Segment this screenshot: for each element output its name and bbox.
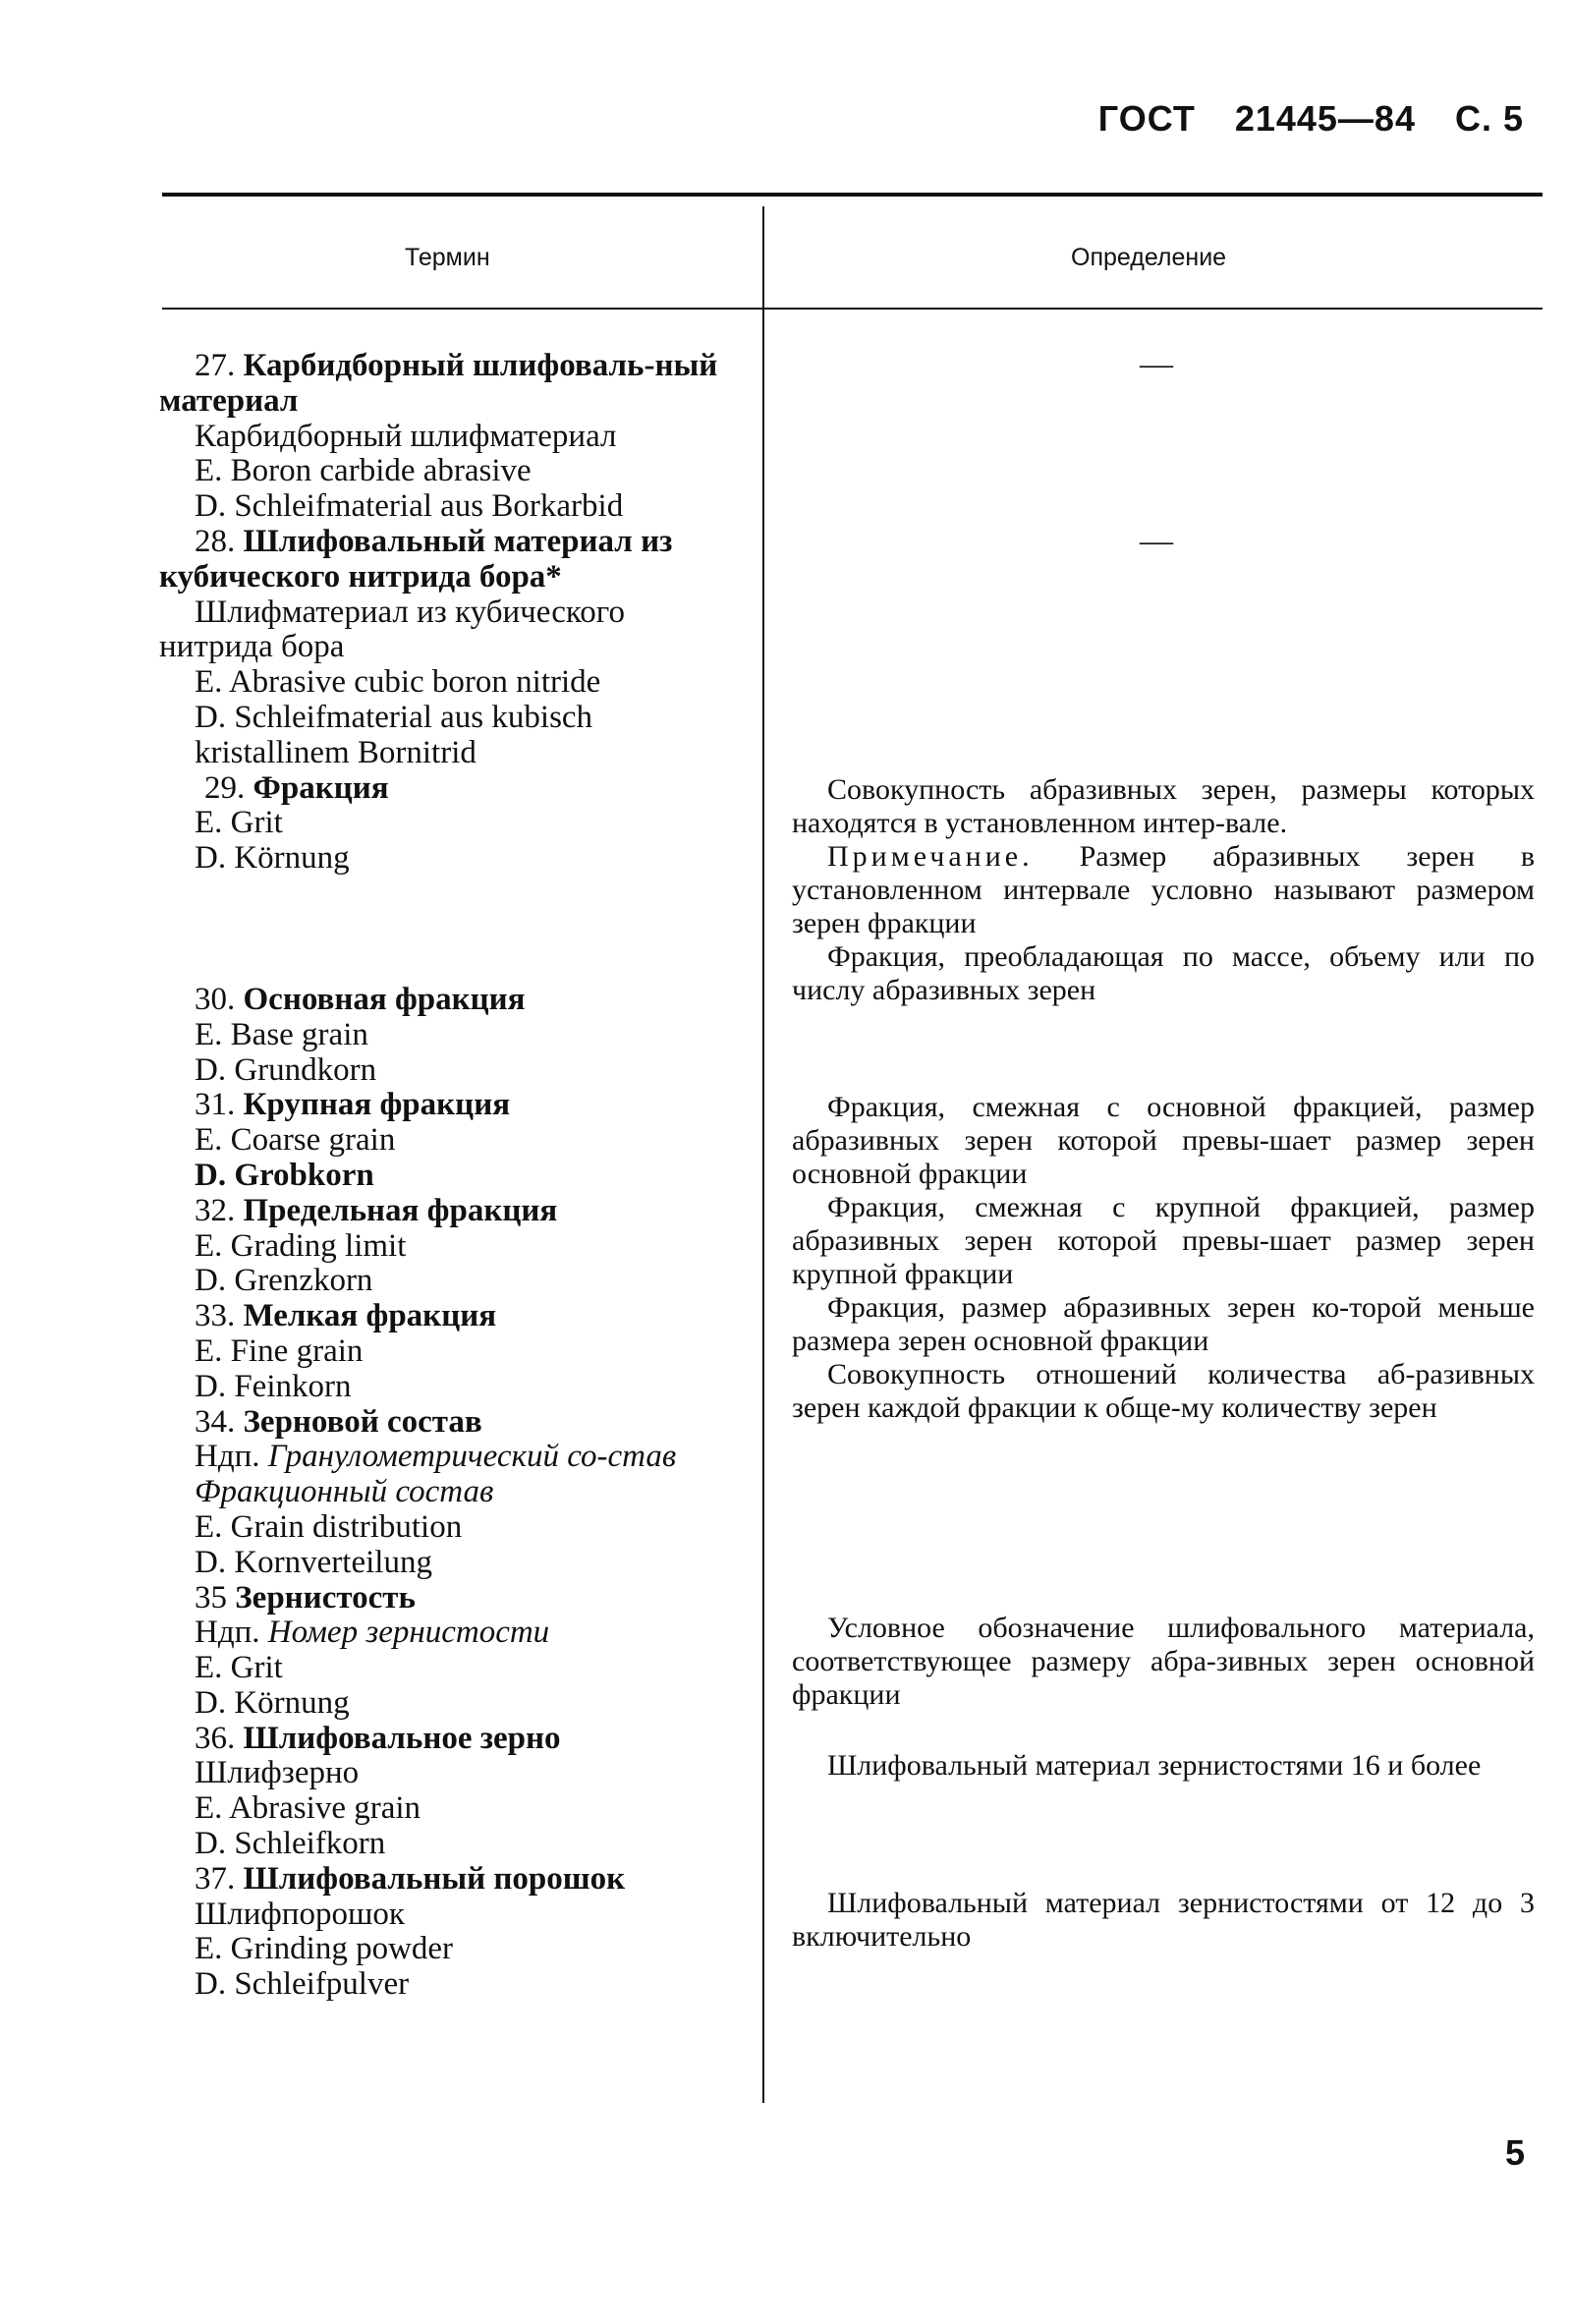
definition-34: Совокупность отношений количества аб-разивных зерен каждой фракции к обще-му количеству зерен (792, 1358, 1535, 1424)
definition-30: Фракция, преобладающая по массе, объему или по числу абразивных зерен (792, 940, 1535, 1006)
definition-37: Шлифовальный материал зернистостями от 12 до 3 включительно (792, 1887, 1535, 1953)
term-34: 34. Зерновой состав (195, 1403, 482, 1440)
term-37-synonym: Шлифпорошок (195, 1896, 405, 1932)
column-divider (762, 206, 764, 2103)
term-36-synonym: Шлифзерно (195, 1755, 360, 1791)
term-30: 30. Основная фракция (195, 981, 526, 1017)
term-32-de: D. Grenzkorn (195, 1263, 373, 1299)
definition-29: Совокупность абразивных зерен, размеры которых находятся в установленном интер-вале. Примечание. Размер абразивных зерен в установленном интервале условно называют размером зерен фракции Фракция, преобладающая по массе, объему или по числу абразивных зерен (792, 773, 1536, 1006)
term-31-en: E. Coarse grain (195, 1122, 396, 1159)
definition-32: Фракция, смежная с крупной фракцией, размер абразивных зерен которой превы-шает размер зерен крупной фракции (792, 1191, 1535, 1290)
term-27-en: E. Boron carbide abrasive (195, 453, 532, 489)
term-29: 29. Фракция (204, 769, 389, 806)
gost-label: ГОСТ (1097, 98, 1196, 139)
column-header-definition: Определение (1071, 244, 1227, 271)
term-28-en: E. Abrasive cubic boron nitride (195, 664, 601, 701)
term-34-de: D. Kornverteilung (195, 1544, 432, 1580)
term-32: 32. Предельная фракция (195, 1192, 558, 1228)
term-34-ndp: Ндп. Гранулометрический со-став (195, 1439, 677, 1475)
term-27: 27. Карбидборный шлифоваль-ный материал (159, 348, 718, 419)
term-31-de: D. Grobkorn (195, 1157, 374, 1193)
term-33-de: D. Feinkorn (195, 1368, 352, 1404)
top-rule (162, 193, 1543, 197)
header-page: С. 5 (1454, 98, 1524, 139)
page-header (1059, 98, 1524, 140)
term-36-de: D. Schleifkorn (195, 1826, 386, 1862)
term-28: 28. Шлифовальный материал из кубического нитрида бора* (159, 523, 673, 595)
term-32-en: E. Grading limit (195, 1227, 407, 1264)
term-37-en: E. Grinding powder (195, 1931, 454, 1967)
term-30-de: D. Grundkorn (195, 1051, 377, 1088)
term-34-en: E. Grain distribution (195, 1508, 463, 1545)
term-27-de: D. Schleifmaterial aus Borkarbid (195, 488, 624, 525)
term-28-synonym: Шлифматериал из кубического нитрида бора (159, 594, 625, 665)
term-35: 35 Зернистость (195, 1579, 416, 1615)
term-36: 36. Шлифовальное зерно (195, 1720, 561, 1756)
term-35-en: E. Grit (195, 1650, 283, 1686)
definition-31: Фракция, смежная с основной фракцией, размер абразивных зерен которой превы-шает размер зерен основной фракции (792, 1091, 1535, 1190)
definition-31-33 (792, 1091, 1535, 1425)
definition-36: Шлифовальный материал зернистостями 16 и более (827, 1749, 1482, 1782)
term-37: 37. Шлифовальный порошок (195, 1860, 626, 1897)
term-30-en: E. Base grain (195, 1016, 368, 1052)
term-28-de: D. Schleifmaterial aus kubisch kristallinem Bornitrid (195, 699, 593, 770)
term-27-synonym: Карбидборный шлифматериал (195, 418, 617, 454)
term-35-ndp: Ндп. Номер зернистости (195, 1615, 550, 1651)
definition-35: Условное обозначение шлифовального материала, соответствующее размеру абра-зивных зерен основной фракции (792, 1612, 1535, 1711)
term-33-en: E. Fine grain (195, 1332, 364, 1369)
term-35-de: D. Körnung (195, 1684, 350, 1721)
term-29-de: D. Körnung (195, 840, 350, 877)
term-36-en: E. Abrasive grain (195, 1790, 421, 1827)
column-header-terms: Термин (405, 244, 490, 271)
term-31: 31. Крупная фракция (195, 1087, 511, 1123)
term-34-ndp2: Фракционный состав (195, 1474, 494, 1510)
definition-27-dash: — (1140, 346, 1173, 382)
page-number: 5 (1505, 2132, 1526, 2173)
header-rule (162, 308, 1543, 310)
term-37-de: D. Schleifpulver (195, 1966, 410, 2003)
terms-column (159, 349, 745, 2003)
term-29-en: E. Grit (195, 805, 283, 841)
term-33: 33. Мелкая фракция (195, 1298, 497, 1334)
definition-33: Фракция, размер абразивных зерен ко-торой меньше размера зерен основной фракции (792, 1291, 1535, 1357)
gost-number: 21445—84 (1234, 98, 1416, 139)
definition-29-note: Примечание. Размер абразивных зерен в установленном интервале условно называют размером зерен фракции (792, 840, 1536, 939)
definition-28-dash: — (1140, 523, 1173, 559)
